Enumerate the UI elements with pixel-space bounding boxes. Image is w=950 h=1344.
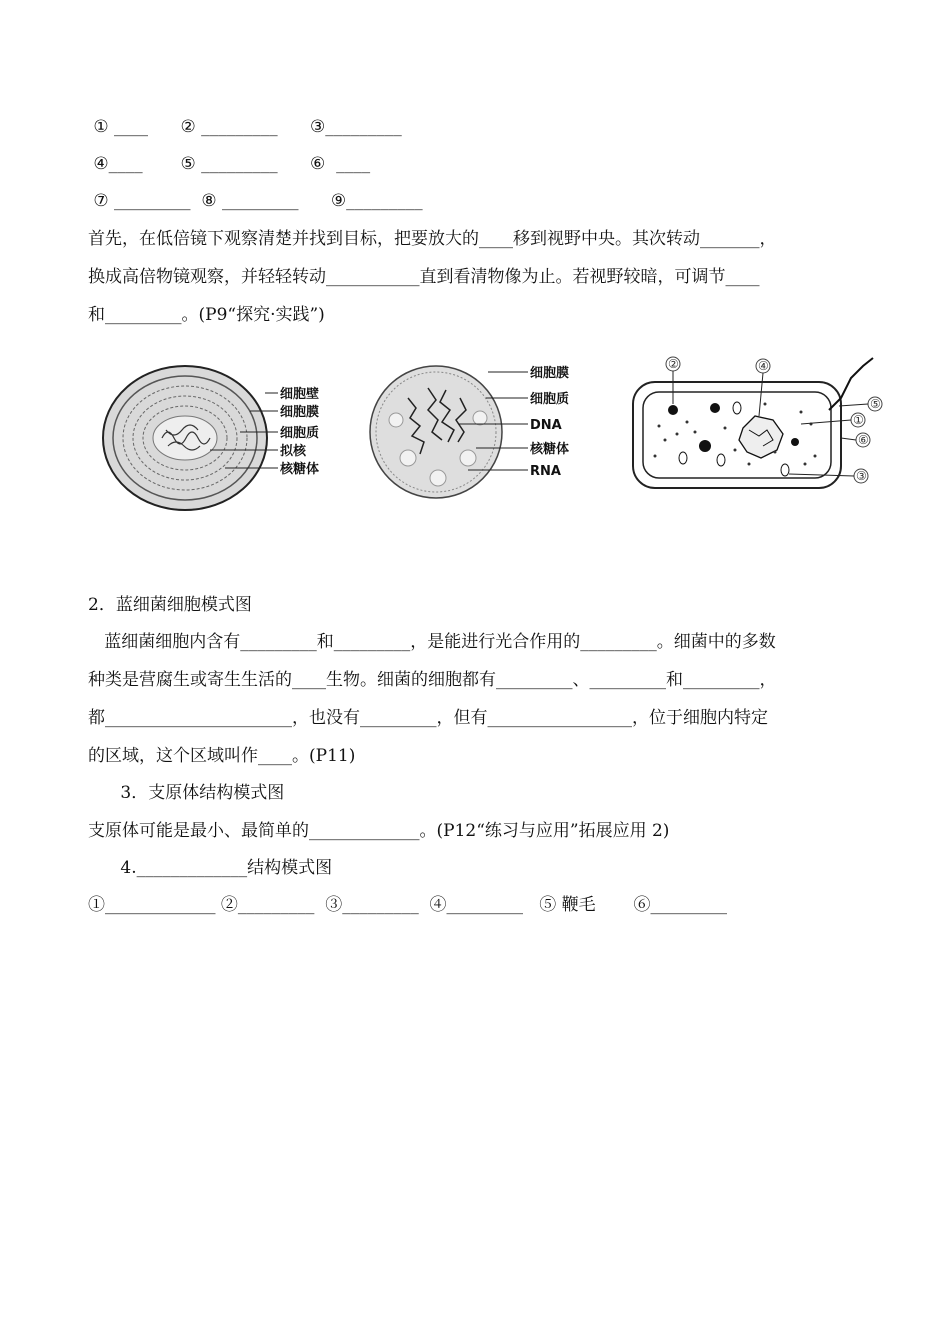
fig2-label-1: 细胞膜 — [530, 366, 570, 381]
mycoplasma-figure — [368, 348, 593, 518]
fig1-label-1: 细胞壁 — [280, 387, 320, 402]
section-2-heading: 2．蓝细菌细胞模式图 — [88, 595, 252, 615]
fig2-label-3: DNA — [530, 418, 562, 433]
section-3-heading: 3．支原体结构模式图 — [88, 783, 285, 803]
microscope-paragraph-line-2: 换成高倍物镜观察，并轻轻转动___________直到看清物像为止。若视野较暗，可调节____ — [88, 267, 760, 287]
blank-line-3: ⑦ _________ ⑧ _________ ⑨_________ — [88, 191, 423, 211]
fig2-label-5: RNA — [530, 464, 561, 479]
fig3-label-2: ② — [668, 357, 679, 371]
fig3-label-1: ① — [853, 413, 864, 427]
cyano-paragraph-line-4: 的区域，这个区域叫作____。(P11) — [88, 746, 356, 766]
fig1-label-4: 拟核 — [280, 444, 307, 459]
fig3-label-4: ④ — [758, 359, 769, 373]
fig3-label-6: ⑥ — [858, 433, 869, 447]
cyano-paragraph-line-2: 种类是营腐生或寄生生活的____生物。细菌的细胞都有_________、_________和_________， — [88, 670, 777, 690]
mycoplasma-paragraph: 支原体可能是最小、最简单的_____________。(P12“练习与应用”拓展应用 2) — [88, 821, 670, 841]
blank-line-2: ④____ ⑤ _________ ⑥ ____ — [88, 154, 371, 174]
fig1-label-3: 细胞质 — [280, 426, 320, 441]
cyanobacteria-figure — [100, 360, 340, 520]
fig2-label-4: 核糖体 — [530, 442, 570, 457]
fig1-label-5: 核糖体 — [280, 462, 320, 477]
microscope-paragraph-line-1: 首先，在低倍镜下观察清楚并找到目标，把要放大的____移到视野中央。其次转动_______， — [88, 229, 777, 249]
cyano-paragraph-line-3: 都______________________，也没有_________，但有_________________，位于细胞内特定 — [88, 708, 768, 728]
microscope-paragraph-line-3: 和_________。(P9“探究·实践”) — [88, 305, 325, 325]
fig3-label-3: ③ — [856, 469, 867, 483]
blank-line-1: ① ____ ② _________ ③_________ — [88, 117, 402, 137]
fig2-label-2: 细胞质 — [530, 392, 570, 407]
fig3-label-5: ⑤ — [870, 397, 881, 411]
section-4-heading: 4._____________结构模式图 — [88, 858, 333, 878]
structure-blanks-line: ①_____________ ②_________ ③_________ ④_________ ⑤ 鞭毛 ⑥_________ — [88, 895, 727, 915]
fig1-label-2: 细胞膜 — [280, 405, 320, 420]
bacterium-structure-figure — [625, 352, 890, 497]
cyano-paragraph-line-1: 蓝细菌细胞内含有_________和_________，是能进行光合作用的_________。细菌中的多数 — [88, 632, 776, 652]
